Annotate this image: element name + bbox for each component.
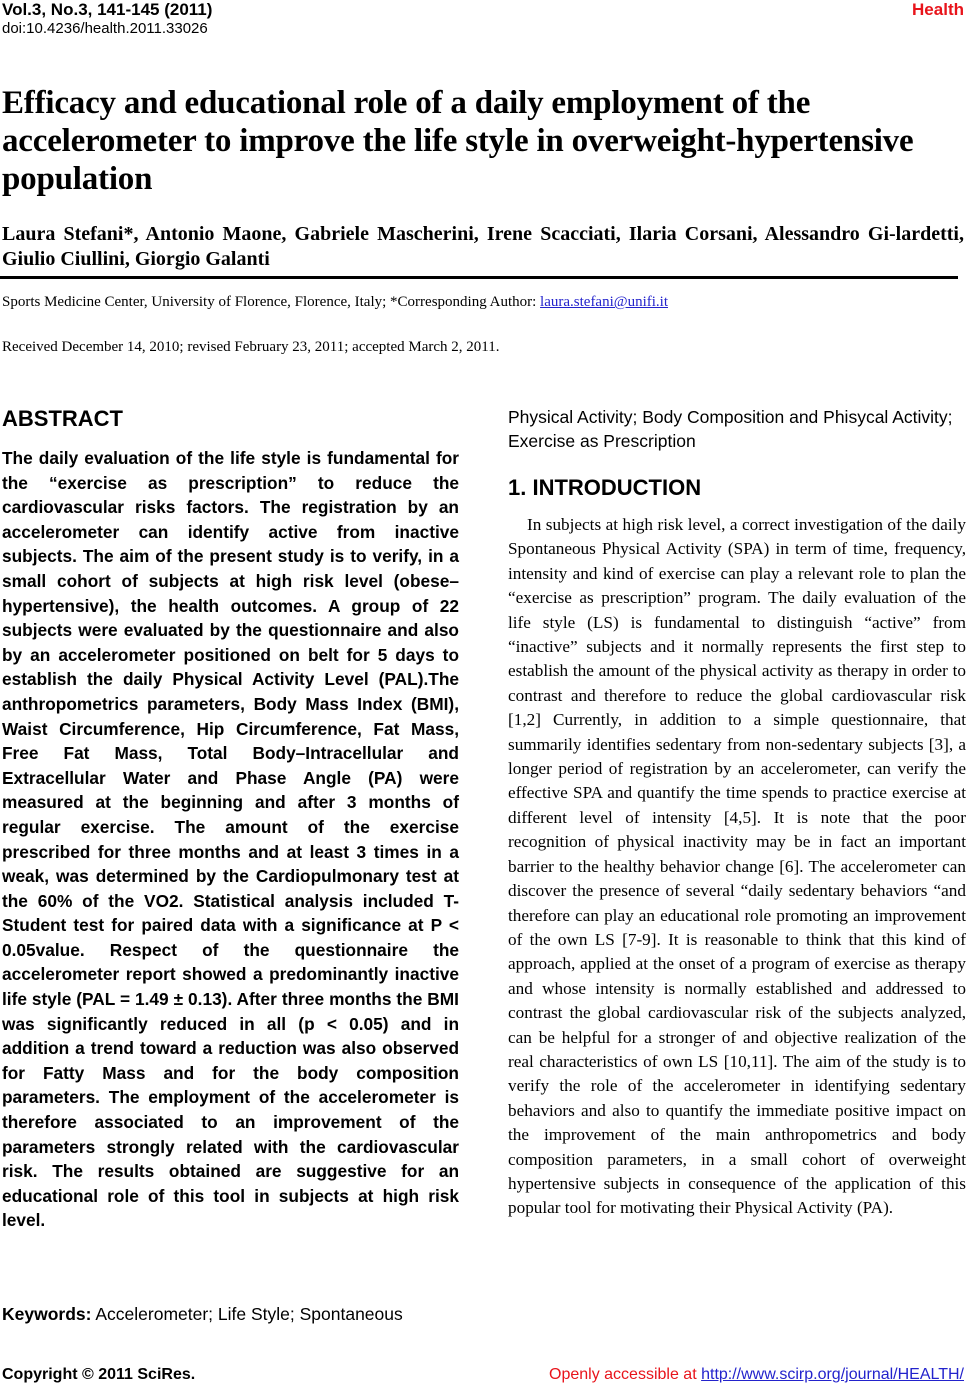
affiliation	[2, 292, 668, 312]
title-divider	[0, 276, 958, 279]
journal-url-link[interactable]: http://www.scirp.org/journal/HEALTH/	[701, 1366, 964, 1383]
introduction-text: In subjects at high risk level, a correct investigation of the daily Spontaneous Physical Activity (SPA) in term of time, frequency, intensity and kind of exercise can play a relevant role to plan the “exercise as prescription” program. The daily evaluation of the life style (LS) is fundamental to distinguish “active” from “inactive” subjects and it normally represents the first step to establish the amount of the physical activity as therapy in order to contrast and therefore to reduce the global cardiovascular risk [1,2] Currently, in addition to a simple questionnaire, that summarily identifies sedentary from non-sedentary subjects [3], a longer period of registration by an accelerometer, can verify the effective SPA and quantify the time spends to practice exercise at different level of intensity [4,5]. It is note that the poor recognition of physical inactivity may be in fact an important barrier to the healthy behavior change [6]. The accelerometer can discover the presence of several “daily sedentary behaviors “and therefore can play an educational role promoting an improvement of the own LS [7-9]. It is reasonable to think that this kind of approach, applied at the onset of a program of exercise as therapy and whose intensity is normally established and addressed to contrast the global cardiovascular risk of the subjects analyzed, can be helpful for a stronger of and objective realization of the real characteristics of own LS [10,11]. The aim of the study is to verify the role of the accelerometer in identifying sedentary behaviors and also to quantify the immediate positive impact on the improvement of the main anthropometrics and body composition parameters, in a small cohort of overweight hypertensive subjects in consequence of the application of this popular tool for motivating their Physical Activity (PA).	[508, 515, 966, 1218]
introduction-heading: 1. INTRODUCTION	[508, 475, 702, 500]
volume-info: Vol.3, No.3, 141-145 (2011)	[2, 0, 213, 19]
corresponding-email-link[interactable]: laura.stefani@unifi.it	[540, 294, 668, 310]
abstract-heading: ABSTRACT	[2, 406, 123, 431]
copyright-notice: Copyright © 2011 SciRes.	[2, 1366, 196, 1383]
keywords-continued: Physical Activity; Body Composition and Phisycal Activity; Exercise as Prescription	[508, 407, 953, 451]
open-access-notice	[549, 1365, 964, 1385]
publication-dates: Received December 14, 2010; revised February 23, 2011; accepted March 2, 2011.	[2, 339, 500, 355]
doi-text: doi:10.4236/health.2011.33026	[2, 20, 208, 37]
open-access-text: Openly accessible at	[549, 1366, 702, 1383]
affiliation-text: Sports Medicine Center, University of Florence, Florence, Italy; *Corresponding Author:	[2, 294, 541, 310]
journal-name: Health	[912, 0, 964, 19]
article-title: Efficacy and educational role of a daily employment of the accelerometer to improve the life style in overweight-hypertensive population	[2, 85, 914, 197]
keywords	[2, 1303, 472, 1325]
abstract-text: The daily evaluation of the life style is fundamental for the “exercise as prescription” to reduce the cardiovascular risks factors. The registration by an accelerometer can identify active from inactive subjects. The aim of the present study is to verify, in a small cohort of subjects at high risk level (obese–hypertensive), the health outcomes. A group of 22 subjects were evaluated by the questionnaire and also by an accelerometer positioned on belt for 5 days to establish the daily Physical Activity Level (PAL).The anthropometrics parameters, Body Mass Index (BMI), Waist Circumference, Hip Circumference, Fat Mass, Free Fat Mass, Total Body–Intracellular and Extracellular Water and Phase Angle (PA) were measured at the beginning and after 3 months of regular exercise. The amount of the exercise prescribed for three months and at least 3 times in a weak, was determined by the Cardiopulmonary test at the 60% of the VO2. Statistical analysis included T-Student test for paired data with a significance at P < 0.05value. Respect of the questionnaire the accelerometer report showed a predominantly inactive life style (PAL = 1.49 ± 0.13). After three months the BMI was significantly reduced in all (p < 0.05) and in addition a trend toward a reduction was also observed for Fatty Mass and for the body composition parameters. The employment of the accelerometer is therefore associated to an improvement of the parameters strongly related with the cardiovascular risk. The results obtained are suggestive for an educational role of this tool in subjects at high risk level.	[2, 448, 459, 1231]
keywords-label: Keywords:	[2, 1304, 92, 1324]
author-list: Laura Stefani*, Antonio Maone, Gabriele Mascherini, Irene Scacciati, Ilaria Corsani, Alessandro Gi-lardetti, Giulio Ciullini, Giorgio Galanti	[2, 223, 964, 270]
keywords-text: Accelerometer; Life Style; Spontaneous	[91, 1304, 403, 1324]
